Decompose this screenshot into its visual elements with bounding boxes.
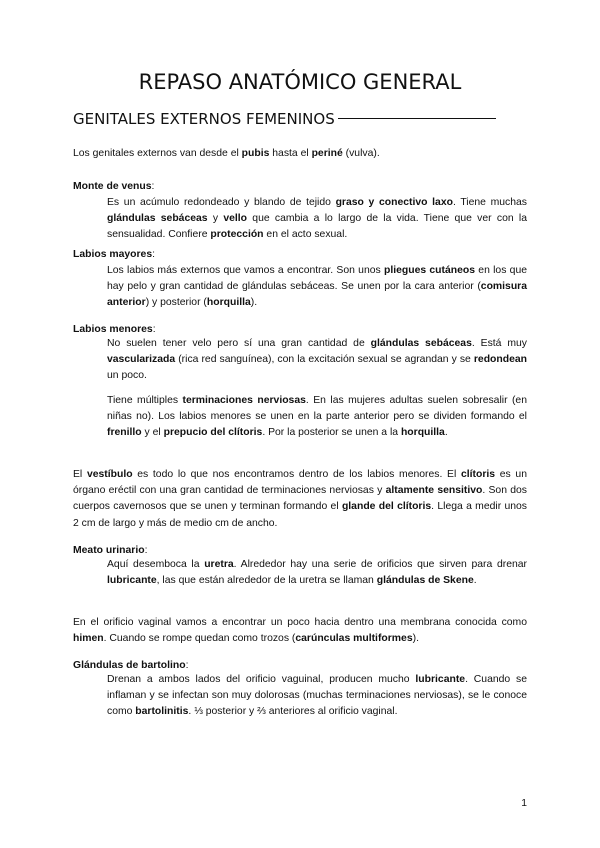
vestibulo-paragraph: El vestíbulo es todo lo que nos encontramos dentro de los labios menores. El clítoris es un órgano eréctil con una gran cantidad de terminaciones nerviosas y altamente sensitivo. Son dos cuerpos cavernosos que se unen y terminan formando el glande del clítoris. Llega a medir unos 2 cm de largo y más de medio cm de ancho.	[73, 469, 528, 529]
meato-heading: Meato urinario:	[73, 545, 148, 556]
bartolino-heading: Glándulas de bartolino:	[73, 660, 189, 671]
meato-paragraph: Aquí desemboca la uretra. Alrededor hay una serie de orificios que sirven para drenar lubricante, las que están alrededor de la uretra se llaman glándulas de Skene.	[107, 559, 528, 587]
menores-heading: Labios menores:	[73, 324, 156, 335]
mayores-paragraph: Los labios más externos que vamos a encontrar. Son unos pliegues cutáneos en los que hay pelo y gran cantidad de glándulas sebáceas. Se unen por la cara anterior (comisura anterior) y posterior (horquilla).	[107, 265, 528, 309]
mayores-heading: Labios mayores:	[73, 249, 156, 260]
section-title	[73, 110, 496, 128]
section-title-rule	[338, 118, 496, 119]
section-title-text: GENITALES EXTERNOS FEMENINOS	[73, 110, 335, 128]
page-title: REPASO ANATÓMICO GENERAL	[138, 70, 462, 94]
menores-paragraph-2: Tiene múltiples terminaciones nerviosas. En las mujeres adultas suelen sobresalir (en niñas no). Los labios menores se unen en la parte anterior pero se dividen formando el frenillo y el prepucio del clítoris. Por la posterior se unen a la horquilla.	[107, 395, 527, 439]
monte-heading: Monte de venus:	[73, 181, 155, 192]
monte-paragraph: Es un acúmulo redondeado y blando de tejido graso y conectivo laxo. Tiene muchas glándulas sebáceas y vello que cambia a lo largo de la vida. Tiene que ver con la sensualidad. Confiere protección en el acto sexual.	[107, 197, 527, 241]
bartolino-paragraph: Drenan a ambos lados del orificio vaguinal, producen mucho lubricante. Cuando se inflaman y se infectan son muy dolorosas (muchas terminaciones nerviosas), se le conoce como bartolinitis. ⅓ posterior y ⅔ anteriores al orificio vaginal.	[107, 674, 527, 718]
menores-paragraph-1: No suelen tener velo pero sí una gran cantidad de glándulas sebáceas. Está muy vascularizada (rica red sanguínea), con la excitación sexual se agrandan y se redondean un poco.	[107, 338, 527, 382]
page-number: 1	[521, 798, 527, 809]
himen-paragraph: En el orificio vaginal vamos a encontrar un poco hacia dentro una membrana conocida como himen. Cuando se rompe quedan como trozos (carúnculas multiformes).	[73, 617, 527, 645]
intro-paragraph: Los genitales externos van desde el pubis hasta el periné (vulva).	[73, 148, 380, 159]
